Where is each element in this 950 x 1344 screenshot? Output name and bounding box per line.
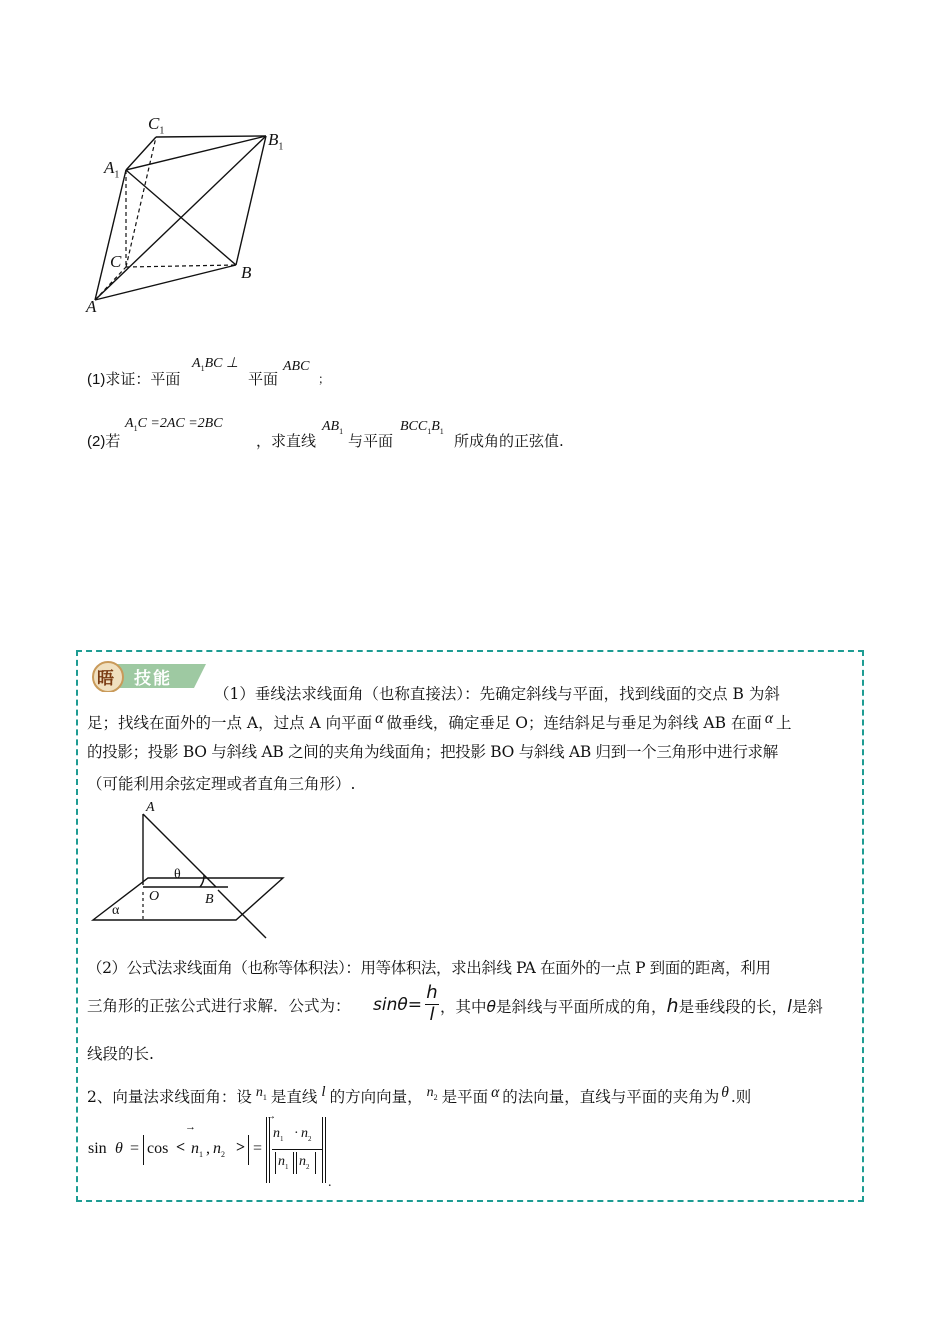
vf-eq1: = <box>130 1140 140 1157</box>
vf-n2: $n_2$ <box>213 1140 225 1160</box>
question-2-text1: ，求直线 <box>256 432 317 450</box>
vf-abs-left <box>143 1135 144 1165</box>
vf-num-dot: · <box>294 1126 299 1141</box>
vf-comma: , <box>206 1140 210 1157</box>
edge-C1-B1 <box>156 136 266 137</box>
question-2-number: (2) <box>87 433 106 450</box>
question-1 <box>87 368 180 389</box>
formula-denominator: l <box>429 1004 435 1025</box>
label-A1: $A_1$ <box>104 158 120 181</box>
skills-p1-line4: （可能利用余弦定理或者直角三角形）. <box>87 775 356 793</box>
vf-n1: $n_1$ <box>191 1140 203 1160</box>
edge-C-C1 <box>126 137 156 267</box>
label-A: A <box>86 297 97 316</box>
skills-p2-line3: 线段的长. <box>87 1045 154 1063</box>
vf-den-bar1 <box>275 1152 276 1174</box>
extension <box>218 890 266 938</box>
question-1-end: ； <box>318 372 331 386</box>
fig2-label-B: B <box>205 892 214 907</box>
vf-gt: > <box>236 1139 246 1156</box>
n2-symbol: $n_2$ <box>426 1085 438 1102</box>
question-1-mid: 平面 <box>248 370 279 388</box>
vf-num-arrow: → <box>266 1111 276 1122</box>
skills-p1-line2: 足；找线在面外的一点 A，过点 A 向平面 α 做垂线，确定垂足 O；连结斜足与垂足为斜线 AB 在面 α 上 <box>87 710 792 732</box>
skills-badge <box>90 660 208 692</box>
alpha-symbol: α <box>764 710 774 727</box>
vf-arrow: → <box>185 1121 196 1133</box>
fig2-label-A: A <box>146 800 155 815</box>
fig2-label-theta: θ <box>174 867 181 882</box>
skills-p1-line1: （1）垂线法求线面角（也称直接法）：先确定斜线与平面，找到线面的交点 B 为斜 <box>214 685 780 703</box>
edge-C-B <box>126 265 236 267</box>
label-B: B <box>241 263 252 282</box>
vf-den-bar3 <box>296 1152 297 1174</box>
badge-icon-char: 晤 <box>97 669 114 689</box>
vf-den-bar4 <box>315 1152 316 1174</box>
vf-abs-right <box>248 1135 249 1165</box>
formula-numerator: h <box>426 982 438 1003</box>
label-C: C <box>110 252 122 271</box>
vf-num-n2: $n_2$ <box>301 1126 312 1143</box>
formula-sin-theta: sinθ= <box>373 995 422 1015</box>
question-2-text3: 所成角的正弦值. <box>454 432 564 450</box>
vf-outer-abs-right2 <box>325 1117 326 1183</box>
vf-cos: cos <box>147 1140 169 1157</box>
n1-symbol: $n_1$ <box>255 1085 267 1102</box>
edge-A1-C1 <box>126 137 156 170</box>
skills-p2-line1: （2）公式法求线面角（也称等体积法）：用等体积法，求出斜线 PA 在面外的一点 P 到面的距离，利用 <box>87 959 771 977</box>
fig2-label-O: O <box>149 889 160 904</box>
projection-figure <box>88 800 288 945</box>
vf-outer-abs-left <box>266 1117 267 1183</box>
vf-lt: < <box>176 1139 186 1156</box>
skills-p3-line1: 2、向量法求线面角：设 $n_1$ 是直线 l 的方向向量， $n_2$ 是平面 α 的法向量，直线与平面的夹角为 θ .则 <box>87 1084 752 1106</box>
badge-title: 技能 <box>134 669 172 689</box>
edge-B-B1 <box>236 136 266 265</box>
angle-arc <box>200 875 204 887</box>
question-2-plane-bcc1b1: $BCC_1B_1$ <box>400 419 444 436</box>
vf-eq2: = <box>253 1140 263 1157</box>
vf-den-n1: $n_1$ <box>278 1154 289 1171</box>
skills-p2-line2: 三角形的正弦公式进行求解．公式为： <box>87 997 351 1015</box>
question-2-line-ab1: $AB_1$ <box>322 419 344 436</box>
skills-p1-line3: 的投影；投影 BO 与斜线 AB 之间的夹角为线面角；把投影 BO 与斜线 AB 归到一个三角形中进行求解 <box>87 743 778 761</box>
question-2-condition: $A_1C =2AC =2BC$ <box>125 416 223 433</box>
question-1-number: (1) <box>87 371 106 388</box>
vf-fraction-bar <box>272 1149 322 1150</box>
question-2-text2: 与平面 <box>348 432 394 450</box>
question-1-plane-a1bc: $A_1BC$ ⊥ <box>192 356 239 373</box>
edge-A1-B1 <box>126 136 266 170</box>
vf-den-n2: $n_2$ <box>299 1154 310 1171</box>
question-2: (2)若 <box>87 432 121 450</box>
vf-num-n1: $n_1$ <box>273 1126 284 1143</box>
fig2-label-alpha: α <box>112 903 120 918</box>
alpha-symbol: α <box>375 710 384 727</box>
vf-theta: θ <box>115 1140 123 1157</box>
vf-outer-abs-right <box>322 1117 323 1183</box>
plane-alpha <box>93 878 283 920</box>
vf-outer-abs-left2 <box>269 1117 270 1183</box>
vf-den-bar2 <box>293 1152 294 1174</box>
edge-A-A1 <box>95 170 126 300</box>
question-1-plane-abc: ABC <box>283 359 310 374</box>
question-1-prefix: 求证：平面 <box>105 370 181 388</box>
label-C1: $C_1$ <box>148 114 165 137</box>
vf-sin: sin <box>88 1140 107 1157</box>
vector-formula <box>88 1111 348 1195</box>
vf-end: . <box>328 1175 332 1190</box>
formula-fraction <box>425 983 439 1025</box>
skills-p2-line2-rest: ，其中θ是斜线与平面所成的角，h是垂线段的长，l是斜 <box>440 995 823 1017</box>
label-B1: $B_1$ <box>268 130 284 153</box>
